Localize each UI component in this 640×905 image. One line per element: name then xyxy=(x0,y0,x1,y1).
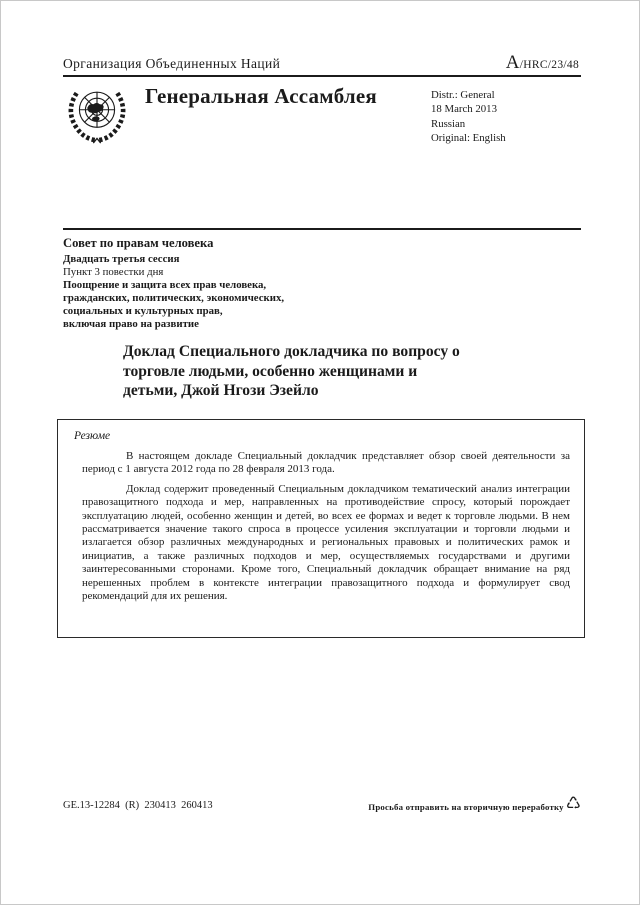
agenda-title-line: включая право на развитие xyxy=(63,318,199,331)
summary-text xyxy=(82,450,570,603)
recycle-notice xyxy=(368,794,581,815)
distr-original-language: Original: English xyxy=(431,132,506,145)
agenda-title-line: гражданских, политических, экономических, xyxy=(63,291,285,304)
summary-box xyxy=(57,419,585,638)
un-emblem-icon xyxy=(60,81,134,157)
distribution-block xyxy=(431,88,506,146)
recycle-note-text: Просьба отправить на вторичную переработку xyxy=(368,801,564,812)
document-symbol xyxy=(506,52,579,74)
org-name: Организация Объединенных Наций xyxy=(63,56,281,71)
agenda-title-line: социальных и культурных прав, xyxy=(63,304,223,317)
agenda-title xyxy=(63,279,284,332)
ge-document-number: GE.13-12284 (R) 230413 260413 xyxy=(63,800,213,811)
summary-heading: Резюме xyxy=(74,430,111,442)
masthead-divider xyxy=(63,75,581,77)
report-title: Доклад Специального докладчика по вопросу о торговле людьми, особенно женщинами и детьми, Джой Нгози Эзейло xyxy=(123,343,460,399)
document-symbol-prefix: A xyxy=(505,52,520,73)
distr-line: Distr.: General xyxy=(431,89,495,101)
summary-paragraph: Доклад содержит проведенный Специальным докладчиком тематический анализ интеграции правозащитного подхода и мер, направленных на противодействие спросу, который порождает эксплуатацию людей, особенно женщин и детей, во всех ее формах и ведет к торговле людьми. В нем рассматривается значение такого спроса в процессе усиления эксплуатации и торговли людьми и излагается обзор различных международных и региональных правовых и политических рамок и инициатив, а также различных подходов и мер, осуществляемых государствами и другими заинтересованными сторонами. Кроме того, Специальный докладчик обращает внимание на ряд нерешенных проблем в контексте интеграции правозащитного подхода и формулирует свод рекомендаций для их решения. xyxy=(82,482,570,603)
council-name: Совет по правам человека xyxy=(63,236,214,250)
recycle-icon: ♺ xyxy=(565,794,581,814)
agenda-item: Пункт 3 повестки дня xyxy=(63,265,164,278)
session-number: Двадцать третья сессия xyxy=(63,252,180,265)
assembly-title: Генеральная Ассамблея xyxy=(145,84,377,108)
document-symbol-suffix: /HRC/23/48 xyxy=(519,59,579,71)
summary-paragraph: В настоящем докладе Специальный докладчик представляет обзор своей деятельности за период с 1 августа 2012 года по 28 февраля 2013 года. xyxy=(82,450,570,476)
distr-date: 18 March 2013 xyxy=(431,103,497,116)
section-divider xyxy=(63,228,581,230)
agenda-title-line: Поощрение и защита всех прав человека, xyxy=(63,278,267,291)
distr-language: Russian xyxy=(431,117,466,130)
